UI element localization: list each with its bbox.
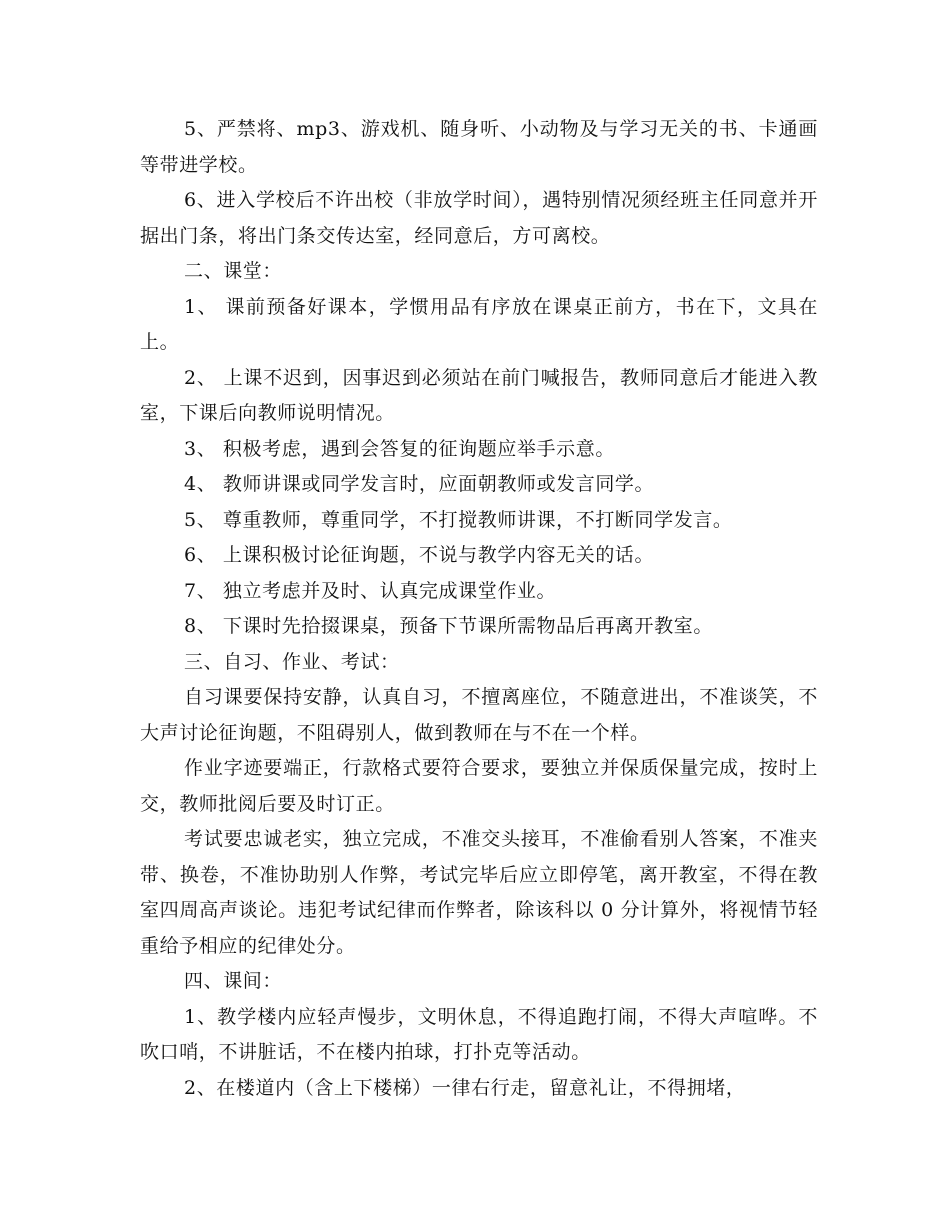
paragraph-classroom-6: 6、 上课积极讨论征询题，不说与教学内容无关的话。 — [184, 544, 655, 566]
paragraph-self-study: 自习课要保持安静，认真自习，不擅离座位，不随意进出，不准谈笑，不大声讨论征询题，不阻碍别人，做到教师在与不在一个样。 — [140, 686, 818, 744]
paragraph-classroom-3: 3、 积极考虑，遇到会答复的征询题应举手示意。 — [184, 437, 615, 460]
paragraph-classroom-5: 5、 尊重教师，尊重同学，不打搅教师讲课，不打断同学发言。 — [184, 508, 733, 531]
section-heading-study-homework-exam: 三、自习、作业、考试： — [184, 650, 400, 673]
paragraph-classroom-1: 1、 课前预备好课本，学惯用品有序放在课桌正前方，书在下，文具在上。 — [140, 295, 818, 353]
paragraph-classroom-7: 7、 独立考虑并及时、认真完成课堂作业。 — [184, 579, 557, 602]
paragraph-break-2: 2、在楼道内（含上下楼梯）一律右行走，留意礼让，不得拥堵， — [184, 1076, 746, 1099]
paragraph-rule-6-leaving-school: 6、进入学校后不许出校（非放学时间），遇特别情况须经班主任同意并开据出门条，将出门条交传达室，经同意后，方可离校。 — [140, 189, 818, 247]
paragraph-break-1: 1、教学楼内应轻声慢步，文明休息，不得追跑打闹，不得大声喧哗。不吹口哨，不讲脏话，不在楼内拍球，打扑克等活动。 — [140, 1005, 818, 1063]
paragraph-classroom-8: 8、 下课时先拾掇课桌，预备下节课所需物品后再离开教室。 — [184, 615, 713, 637]
section-heading-break: 四、课间： — [184, 970, 283, 992]
paragraph-rule-5-banned-items: 5、严禁将、mp3、游戏机、随身听、小动物及与学习无关的书、卡通画等带进学校。 — [140, 118, 818, 176]
paragraph-homework: 作业字迹要端正，行款格式要符合要求，要独立并保质保量完成，按时上交，教师批阅后要及时订正。 — [140, 757, 818, 815]
paragraph-exam: 考试要忠诚老实，独立完成，不准交头接耳，不准偷看别人答案，不准夹带、换卷，不准协助别人作弊，考试完毕后应立即停笔，离开教室，不得在教室四周高声谈论。违犯考试纪律而作弊者，除该科以 0 分计算外，将视情节轻重给予相应的纪律处分。 — [140, 828, 818, 957]
document-body — [140, 112, 818, 1106]
section-heading-classroom: 二、课堂： — [184, 260, 283, 282]
paragraph-classroom-2: 2、 上课不迟到，因事迟到必须站在前门喊报告，教师同意后才能进入教室，下课后向教师说明情况。 — [140, 366, 818, 424]
paragraph-classroom-4: 4、 教师讲课或同学发言时，应面朝教师或发言同学。 — [184, 473, 655, 495]
